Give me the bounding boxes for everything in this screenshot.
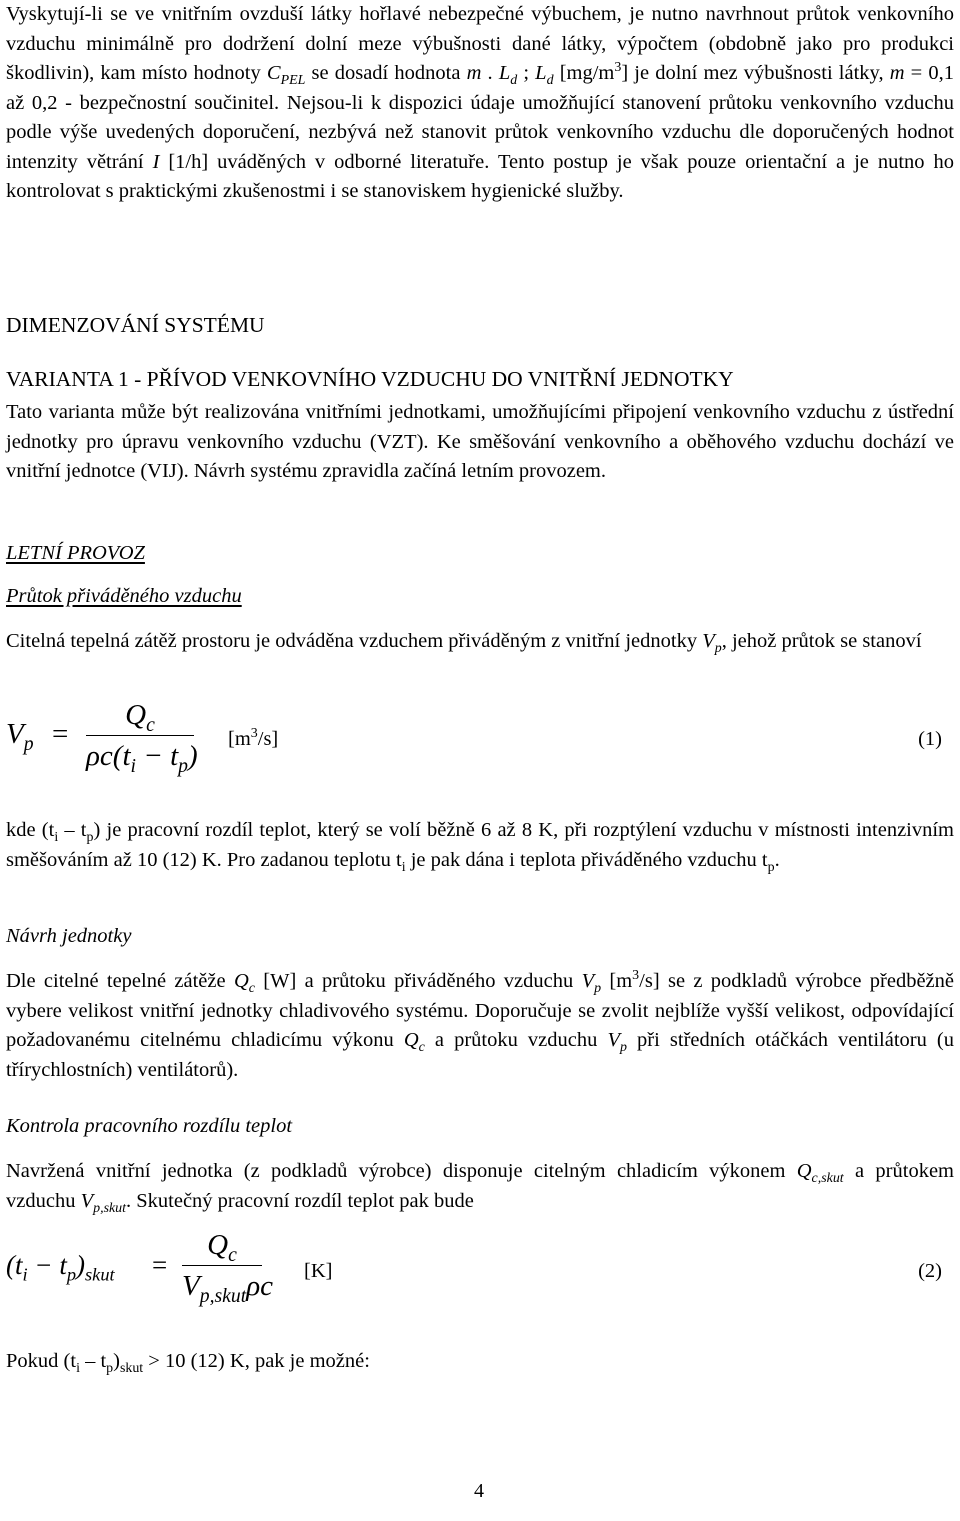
eq1-fraction (86, 698, 198, 777)
page-number: 4 (474, 1480, 484, 1502)
eq2-unit: [K] (304, 1260, 333, 1282)
eq1-numerator: $Q_c$ (125, 699, 155, 736)
control-paragraph: Navržená vnitřní jednotka (z podkladů výrobce) disponuje citelným chladicím výkonem $Q_{c,skut}$ a průtokem vzduchu $V_{p,skut}$. Skutečný pracovní rozdíl teplot pak bude (6, 1160, 954, 1216)
eq2-numerator: $Q_c$ (207, 1229, 237, 1266)
intro-paragraph: Vyskytují-li se ve vnitřním ovzduší látky hořlavé nebezpečné výbuchem, je nutno navrhnout průtok venkovního vzduchu minimálně pro dodržení dolní meze výbušnosti dané látky, výpočtem (obdobně jako pro produkci škodlivin), kam místo hodnoty $C_{PEL}$ se dosadí hodnota m . $L_d$ ; $L_d$ $[mg/m^3]$ je dolní mez výbušnosti látky, m = 0,1 až 0,2 - bezpečnostní součinitel. Nejsou-li k dispozici údaje umožňující stanovení průtoku venkovního vzduchu podle výše uvedených doporučení, nezbývá než stanovit průtok venkovního vzduchu dle doporučených hodnot intenzity větrání I [1/h] uváděných v odborné literatuře. Tento postup je však pouze orientační a je nutno ho kontrolovat s praktickými zkušenostmi i se stanoviskem hygienické služby. (6, 3, 955, 202)
eq2-fraction-bar (182, 1265, 262, 1266)
supply-airflow-subtitle: Průtok přiváděného vzduchu (6, 585, 242, 607)
eq1-equals: = (52, 718, 69, 750)
section-title: DIMENZOVÁNÍ SYSTÉMU (6, 313, 265, 337)
eq2-lhs: $(t_i - t_p)_{skut}$ (6, 1250, 115, 1285)
control-title: Kontrola pracovního rozdílu teplot (6, 1115, 293, 1137)
unit-design-title: Návrh jednotky (6, 925, 132, 947)
eq1-denominator: $\rho c(t_i - t_p)$ (86, 740, 198, 777)
equation-2 (6, 1228, 954, 1318)
eq1-number: (1) (918, 728, 942, 750)
eq1-fraction-bar (86, 735, 194, 736)
summer-paragraph: Citelná tepelná zátěž prostoru je odváděna vzduchem přiváděným z vnitřní jednotky $V_p$, jehož průtok se stanoví (6, 630, 922, 657)
eq2-fraction (182, 1228, 274, 1307)
equation-1 (6, 698, 954, 788)
unit-design-paragraph: Dle citelné tepelné zátěže $Q_c$ [W] a průtoku přiváděného vzduchu $V_p$ $[m^3/s]$ se z podkladů výrobce předběžně vybere velikost vnitřní jednotky chladivového systému. Doporučuje se zvolit nejblíže vyšší velikost, odpovídající požadovanému citelnému chladicímu výkonu $Q_c$ a průtoku vzduchu $V_p$ při středních otáčkách ventilátoru (u třírychlostních) ventilátorů). (6, 968, 955, 1081)
eq2-equals: = (152, 1250, 168, 1280)
variant-title: VARIANTA 1 - PŘÍVOD VENKOVNÍHO VZDUCHU DO VNITŘNÍ JEDNOTKY (6, 367, 734, 391)
temperature-difference-paragraph: kde $(t_i - t_p)$ je pracovní rozdíl teplot, který se volí běžně 6 až 8 K, při rozptýlení vzduchu v místnosti intenzivním směšováním až 10 (12) K. Pro zadanou teplotu $t_i$ je pak dána i teplota přiváděného vzduchu $t_p$. (6, 819, 955, 875)
variant-paragraph: Tato varianta může být realizována vnitřními jednotkami, umožňujícími připojení venkovního vzduchu z ústřední jednotky pro úpravu venkovního vzduchu (VZT). Ke směšování venkovního a oběhového vzduchu dochází ve vnitřní jednotce (VIJ). Návrh systému zpravidla začíná letním provozem. (6, 401, 954, 482)
eq1-lhs: $V_p$ (6, 718, 34, 755)
condition-paragraph: Pokud $(t_i - t_p)_{skut} > 10$ (12) K, pak je možné: (6, 1350, 370, 1377)
eq2-denominator: $V_{p,skut}\rho c$ (182, 1270, 274, 1307)
summer-title: LETNÍ PROVOZ (6, 542, 145, 564)
eq1-unit: $[m^3/s]$ (228, 726, 279, 750)
eq2-number: (2) (918, 1260, 942, 1282)
